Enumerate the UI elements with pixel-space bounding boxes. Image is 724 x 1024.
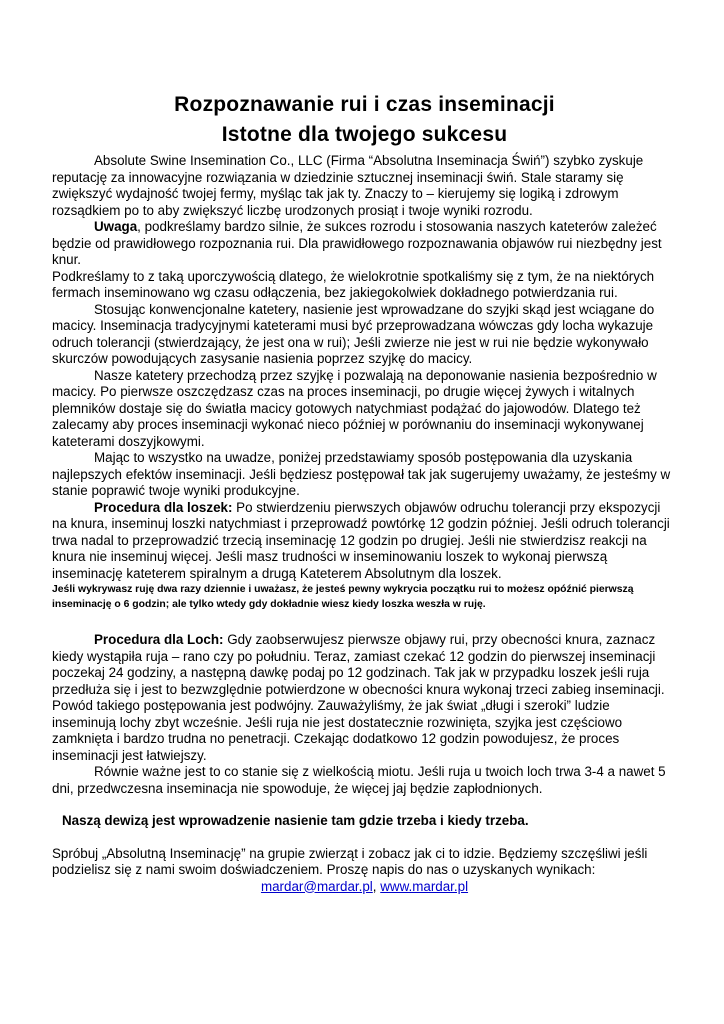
- website-link[interactable]: www.mardar.pl: [380, 878, 469, 894]
- our-catheters-paragraph: Nasze katetery przechodzą przez szyjkę i pozwalają na deponowanie nasienia bezpośrednio w macicy. Po pierwsze oszczędzasz czas na proces inseminacji, po drugie więcej żywych i witalnych plemników dostaje się do światła macicy gotowych natychmiast podążać do jajowodów. Dlatego też zalecamy aby proces inseminacji wykonać nieco później w porównaniu do inseminacji wykonywanej kateterami doszyjkowymi.: [52, 367, 657, 449]
- email-link[interactable]: mardar@mardar.pl: [260, 878, 373, 894]
- sows-procedure-label: Procedura dla Loch:: [94, 632, 224, 647]
- gilts-note: Jeśli wykrywasz ruję dwa razy dziennie i uważasz, że jesteś pewny wykrycia początku rui to możesz opóźnić pierwszą inseminację o 6 godzin; ale tylko wtedy gdy dokładnie wiesz kiedy loszka weszła w ruję.: [52, 584, 634, 610]
- uwaga-paragraph: [52, 219, 677, 269]
- uwaga-text: , podkreślamy bardzo silnie, że sukces rozrodu i stosowania naszych kateterów zależeć będzie od prawidłowego rozpoznania rui. Dla prawidłowego rozpoznawania objawów rui niezbędny jest knur.: [52, 219, 662, 267]
- procedure-intro-paragraph: Mając to wszystko na uwadze, poniżej przedstawiamy sposób postępowania dla uzyskania najlepszych efektów inseminacji. Jeśli będziesz postępował tak jak sugerujemy uważamy, że jesteśmy w stanie poprawić twoje wyniki produkcyjne.: [52, 450, 671, 498]
- spacer: [52, 830, 677, 846]
- conventional-paragraph: Stosując konwencjonalne katetery, nasienie jest wprowadzane do szyjki skąd jest wciągane do macicy. Inseminacja tradycyjnymi kateterami musi być przeprowadzana wówczas gdy locha wykazuje odruch tolerancji (stwierdzający, że jest ona w rui); Jeśli zwierze nie jest w rui nie będzie wykonywało skurczów powodujących zasysanie nasienia poprzez szyjkę do macicy.: [52, 301, 655, 366]
- page-subtitle: Istotne dla twojego sukcesu: [221, 123, 508, 146]
- litter-size-paragraph: Równie ważne jest to co stanie się z wielkością miotu. Jeśli ruja u twoich loch trwa 3-4 a nawet 5 dni, przedwczesna inseminacja nie spowoduje, że więcej jaj będzie zapłodnionych.: [52, 764, 666, 796]
- contact-line: [52, 879, 677, 896]
- sows-procedure-paragraph: [52, 632, 677, 698]
- motto: Naszą dewizą jest wprowadzenie nasienie tam gdzie trzeba i kiedy trzeba.: [62, 813, 529, 828]
- emphasis-paragraph: Podkreślamy to z taką uporczywością dlatego, że wielokrotnie spotkaliśmy się z tym, że na niektórych fermach inseminowano wg czasu odłączenia, bez jakiegokolwiek dokładnego potwierdzania rui.: [52, 268, 655, 300]
- closing-paragraph: Spróbuj „Absolutną Inseminację” na grupie zwierząt i zobacz jak ci to idzie. Będziemy szczęśliwi jeśli podzielisz się z nami swoim doświadczeniem. Proszę napis do nas o uzyskanych wynikach:: [52, 845, 648, 877]
- sows-procedure-text: Gdy zaobserwujesz pierwsze objawy rui, przy obecności knura, zaznacz kiedy wystąpiła ruja – rano czy po południu. Teraz, zamiast czekać 12 godzin do pierwszej inseminacji poczekaj 24 godziny, a następną dawkę podaj po 12 godzinach. Tak jak w przypadku loszek jeśli ruja przedłuża się i jest to bezwzględnie potwierdzone w obecności knura wykonaj trzeci zabieg inseminacji.: [52, 632, 665, 697]
- page-title: Rozpoznawanie rui i czas inseminacji: [174, 93, 555, 116]
- sows-reason-paragraph: Powód takiego postępowania jest podwójny. Zauważyliśmy, że jak świat „długi i szeroki” ludzie inseminują lochy zbyt wcześnie. Jeśli ruja nie jest dostatecznie rozwinięta, szyjka jest częściowo zamknięta i bardzo trudna no penetracji. Czekając dodatkowo 12 godzin powodujesz, że proces inseminacji jest łatwiejszy.: [52, 698, 623, 763]
- gilts-procedure-paragraph: [52, 500, 677, 583]
- uwaga-label: Uwaga: [94, 219, 138, 234]
- gilts-procedure-label: Procedura dla loszek:: [94, 499, 233, 515]
- contact-separator: ,: [372, 878, 381, 894]
- spacer: [52, 612, 677, 632]
- intro-paragraph: Absolute Swine Insemination Co., LLC (Firma “Absolutna Inseminacja Świń”) szybko zyskuje reputację za innowacyjne rozwiązania w dziedzinie sztucznej inseminacji świń. Stale staramy się zwiększyć wydajność twojej fermy, myśląc tak jak ty. Znaczy to – kierujemy się logiką i zdrowym rozsądkiem po to aby zwiększyć liczbę urodzonych prosiąt i twoje wyniki rozrodu.: [52, 153, 644, 218]
- spacer: [52, 797, 677, 813]
- gilts-procedure-text: Po stwierdzeniu pierwszych objawów odruchu tolerancji przy ekspozycji na knura, inseminuj loszki natychmiast i przeprowadź powtórkę 12 godzin później. Jeśli odruch tolerancji trwa nadal to przeprowadzić trzecią inseminację 12 godzin po drugiej. Jeśli nie stwierdzisz reakcji na knura nie inseminuj więcej. Jeśli masz trudności w inseminowaniu loszek to wykonaj pierwszą inseminację kateterem spiralnym a drugą Kateterem Absolutnym dla loszek.: [52, 499, 670, 581]
- document-body: [52, 153, 677, 895]
- document-page: [52, 90, 677, 895]
